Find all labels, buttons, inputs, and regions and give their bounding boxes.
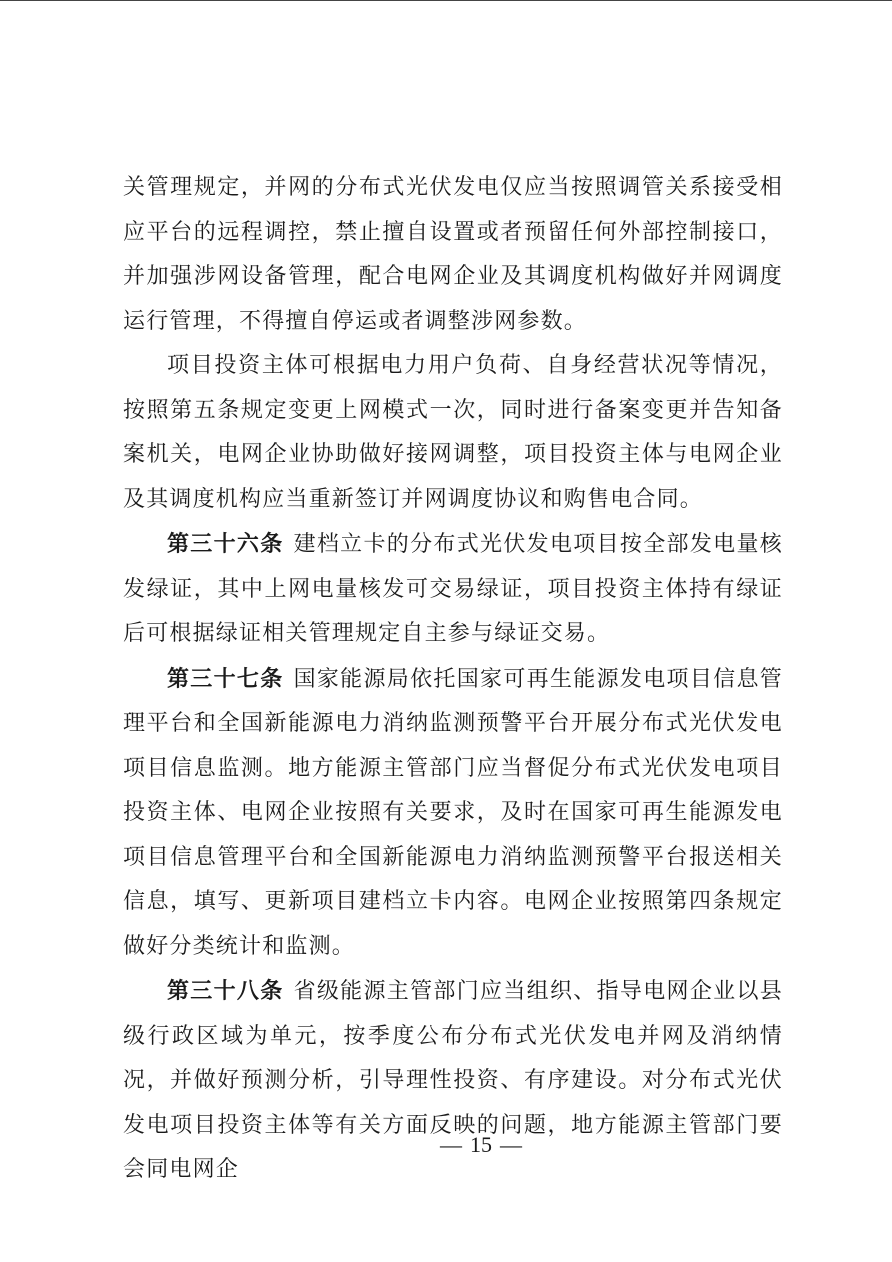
article-38 [123, 969, 783, 1193]
article-heading: 第三十七条 [167, 665, 284, 692]
article-heading: 第三十八条 [167, 978, 284, 1004]
paragraph-text: 建档立卡的分布式光伏发电项目按全部发电量核发绿证，其中上网电量核发可交易绿证，项目投资主体持有绿证后可根据绿证相关管理规定自主参与绿证交易。 [123, 532, 783, 646]
page-number [0, 1132, 892, 1158]
document-body [123, 166, 783, 1193]
page-number-dash-right: — [500, 1132, 522, 1157]
page-number-value: 15 [470, 1132, 492, 1157]
paragraph-continuation [123, 166, 783, 344]
article-36 [123, 522, 783, 657]
paragraph-text: 项目投资主体可根据电力用户负荷、自身经营状况等情况，按照第五条规定变更上网模式一次，同时进行备案变更并告知备案机关，电网企业协助做好接网调整，项目投资主体与电网企业及其调度机构应当重新签订并网调度协议和购售电合同。 [123, 353, 783, 512]
page-number-dash-left: — [440, 1132, 462, 1157]
paragraph-grid-mode-change [123, 344, 783, 522]
top-border-line [0, 0, 892, 1]
article-37 [123, 657, 783, 970]
paragraph-text: 国家能源局依托国家可再生能源发电项目信息管理平台和全国新能源电力消纳监测预警平台开展分布式光伏发电项目信息监测。地方能源主管部门应当督促分布式光伏发电项目投资主体、电网企业按照有关要求，及时在国家可再生能源发电项目信息管理平台和全国新能源电力消纳监测预警平台报送相关信息，填写、更新项目建档立卡内容。电网企业按照第四条规定做好分类统计和监测。 [123, 666, 783, 959]
paragraph-text: 省级能源主管部门应当组织、指导电网企业以县级行政区域为单元，按季度公布分布式光伏发电并网及消纳情况，并做好预测分析，引导理性投资、有序建设。对分布式光伏发电项目投资主体等有关方面反映的问题，地方能源主管部门要会同电网企 [123, 979, 783, 1182]
paragraph-text: 关管理规定，并网的分布式光伏发电仅应当按照调管关系接受相应平台的远程调控，禁止擅自设置或者预留任何外部控制接口，并加强涉网设备管理，配合电网企业及其调度机构做好并网调度运行管理，不得擅自停运或者调整涉网参数。 [123, 175, 783, 334]
article-heading: 第三十六条 [167, 531, 284, 557]
